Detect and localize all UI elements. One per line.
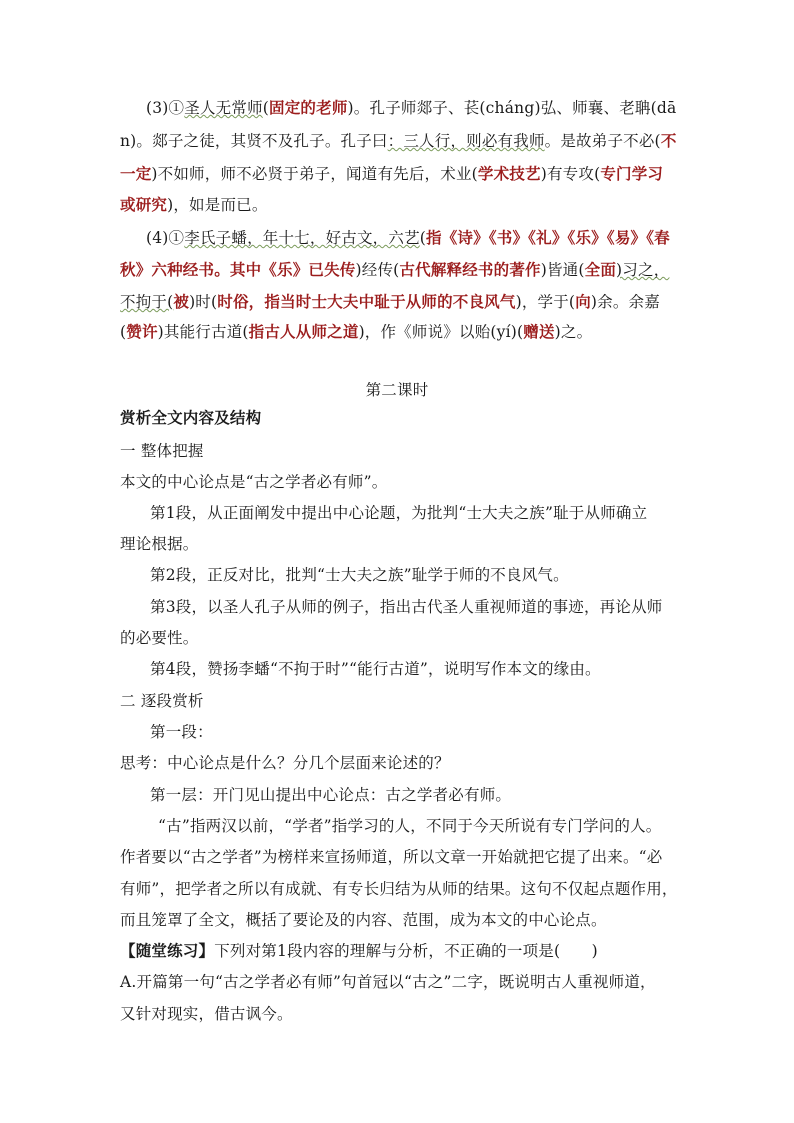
practice-tag: 【随堂练习】	[120, 941, 215, 960]
explanation-line-1: “古”指两汉以前，“学者”指学习的人，不同于今天所说有专门学问的人。	[158, 817, 662, 835]
p4-text: )经传(	[355, 261, 400, 279]
annotation-six-arts-cont: 秋》六种经书。其中《乐》已失传	[120, 260, 356, 279]
p4-text: )其能行古道(	[157, 323, 249, 341]
annotation-praise: 赞许	[126, 322, 158, 341]
p4-quote-text: 李氏子蟠，年十七，好古文，六艺	[184, 229, 420, 247]
para3-summary-line-1: 第3段，以圣人孔子从师的例子，指出古代圣人重视师道的事迹，再论从师	[150, 598, 663, 616]
para3-summary-line-2: 的必要性。	[120, 629, 199, 647]
annotation-custom: 时俗，指当时士大夫中耻于从师的不良风气	[217, 292, 516, 311]
p4-text: )余。余嘉	[590, 293, 660, 311]
thesis-statement: 本文的中心论点是“古之学者必有师”。	[120, 473, 388, 491]
p4-text: )皆通(	[540, 261, 585, 279]
p3-line-2	[120, 131, 680, 151]
annotation-not-necessarily: 不	[660, 131, 677, 150]
p4-text: )习之，	[616, 261, 670, 279]
think-question: 思考：中心论点是什么？分几个层面来论述的？	[120, 754, 450, 772]
part1-heading: 一 整体把握	[120, 442, 204, 460]
p4-line-3	[120, 292, 680, 312]
annotation-toward: 向	[575, 292, 591, 311]
p3-line-4	[120, 195, 680, 215]
option-a-line-2: 又针对现实，借古讽今。	[120, 1005, 293, 1023]
annotation-six-arts: 指《诗》《书》《礼》《乐》《易》《春	[426, 228, 670, 247]
practice-question	[120, 941, 680, 961]
p3-text: n)。郯子之徒，其贤不及孔子。孔子曰	[120, 132, 388, 150]
para4-summary: 第4段，赞扬李蟠“不拘于时”“能行古道”，说明写作本文的缘由。	[150, 660, 601, 678]
annotation-ancient-way: 指古人从师之道	[248, 322, 359, 341]
lesson-title: 第二课时	[365, 381, 429, 399]
p4-text: )，作《师说》以贻(yí)(	[358, 323, 524, 341]
layer-one: 第一层：开门见山提出中心论点：古之学者必有师。	[150, 786, 512, 804]
p3-text: )。孔子师郯子、苌(cháng)弘、师襄、老聃(dā	[347, 99, 677, 117]
p3-quote-three: ：三人行，则必有我师	[387, 132, 545, 150]
p4-line-4	[120, 322, 680, 342]
paren: (	[120, 323, 127, 341]
p4-line-2	[120, 260, 680, 280]
p4-text: )时(	[189, 293, 218, 311]
annotation-fixed-teacher: 固定的老师	[269, 98, 348, 117]
annotation-academic-skill: 学术技艺	[477, 164, 541, 183]
part2-subheading: 第一段：	[150, 723, 213, 741]
p4-text: )之。	[554, 323, 593, 341]
p4-line-1	[146, 228, 706, 248]
paren: (	[419, 229, 427, 247]
para2-summary: 第2段，正反对比，批判“士大夫之族”耻学于师的不良风气。	[150, 566, 569, 584]
p3-text: )不如师，师不必贤于弟子，闻道有先后，术业(	[151, 165, 478, 183]
p3-text: )，如是而已。	[167, 196, 268, 214]
paren: (	[262, 99, 270, 117]
part2-heading: 二 逐段赏析	[120, 692, 204, 710]
annotation-passive: 被	[173, 292, 190, 311]
annotation-commentaries: 古代解释经书的著作	[399, 260, 541, 279]
section-heading: 赏析全文内容及结构	[120, 408, 262, 427]
p3-number: (3)①	[146, 99, 185, 117]
annotation-not-necessarily-cont: 一定	[120, 164, 152, 183]
annotation-gift: 赠送	[523, 322, 555, 341]
annotation-fully: 全面	[584, 260, 617, 279]
annotation-specialized-study: 专门学习	[600, 164, 664, 183]
p4-number: (4)①	[146, 229, 185, 247]
annotation-specialized-study-cont: 或研究	[120, 195, 168, 214]
p3-text: 。是故弟子不必(	[544, 132, 661, 150]
para1-summary-line-2: 理论根据。	[120, 535, 199, 553]
p3-line-1	[146, 98, 706, 118]
para1-summary-line-1: 第1段，从正面阐发中提出中心论题，为批判“士大夫之族”耻于从师确立	[150, 504, 648, 522]
explanation-line-4: 而且笼罩了全文，概括了要论及的内容、范围，成为本文的中心论点。	[120, 911, 607, 929]
p3-text: )有专攻(	[540, 165, 601, 183]
p4-text: 不拘于(	[120, 293, 174, 311]
option-a-line-1: A.开篇第一句“古之学者必有师”句首冠以“古之”二字，既说明古人重视师道，	[120, 973, 656, 991]
explanation-line-3: 有师”，把学者之所以有成就、有专长归结为从师的结果。这句不仅起点题作用，	[120, 880, 678, 898]
explanation-line-2: 作者要以“古之学者”为榜样来宣扬师道，所以文章一开始就把它提了出来。“必	[120, 848, 663, 866]
p3-line-3	[120, 164, 680, 184]
p4-text: )，学于(	[515, 293, 576, 311]
practice-question-text: 下列对第1段内容的理解与分析，不正确的一项是( )	[214, 942, 598, 960]
p3-quote-text: 圣人无常师	[184, 99, 263, 117]
